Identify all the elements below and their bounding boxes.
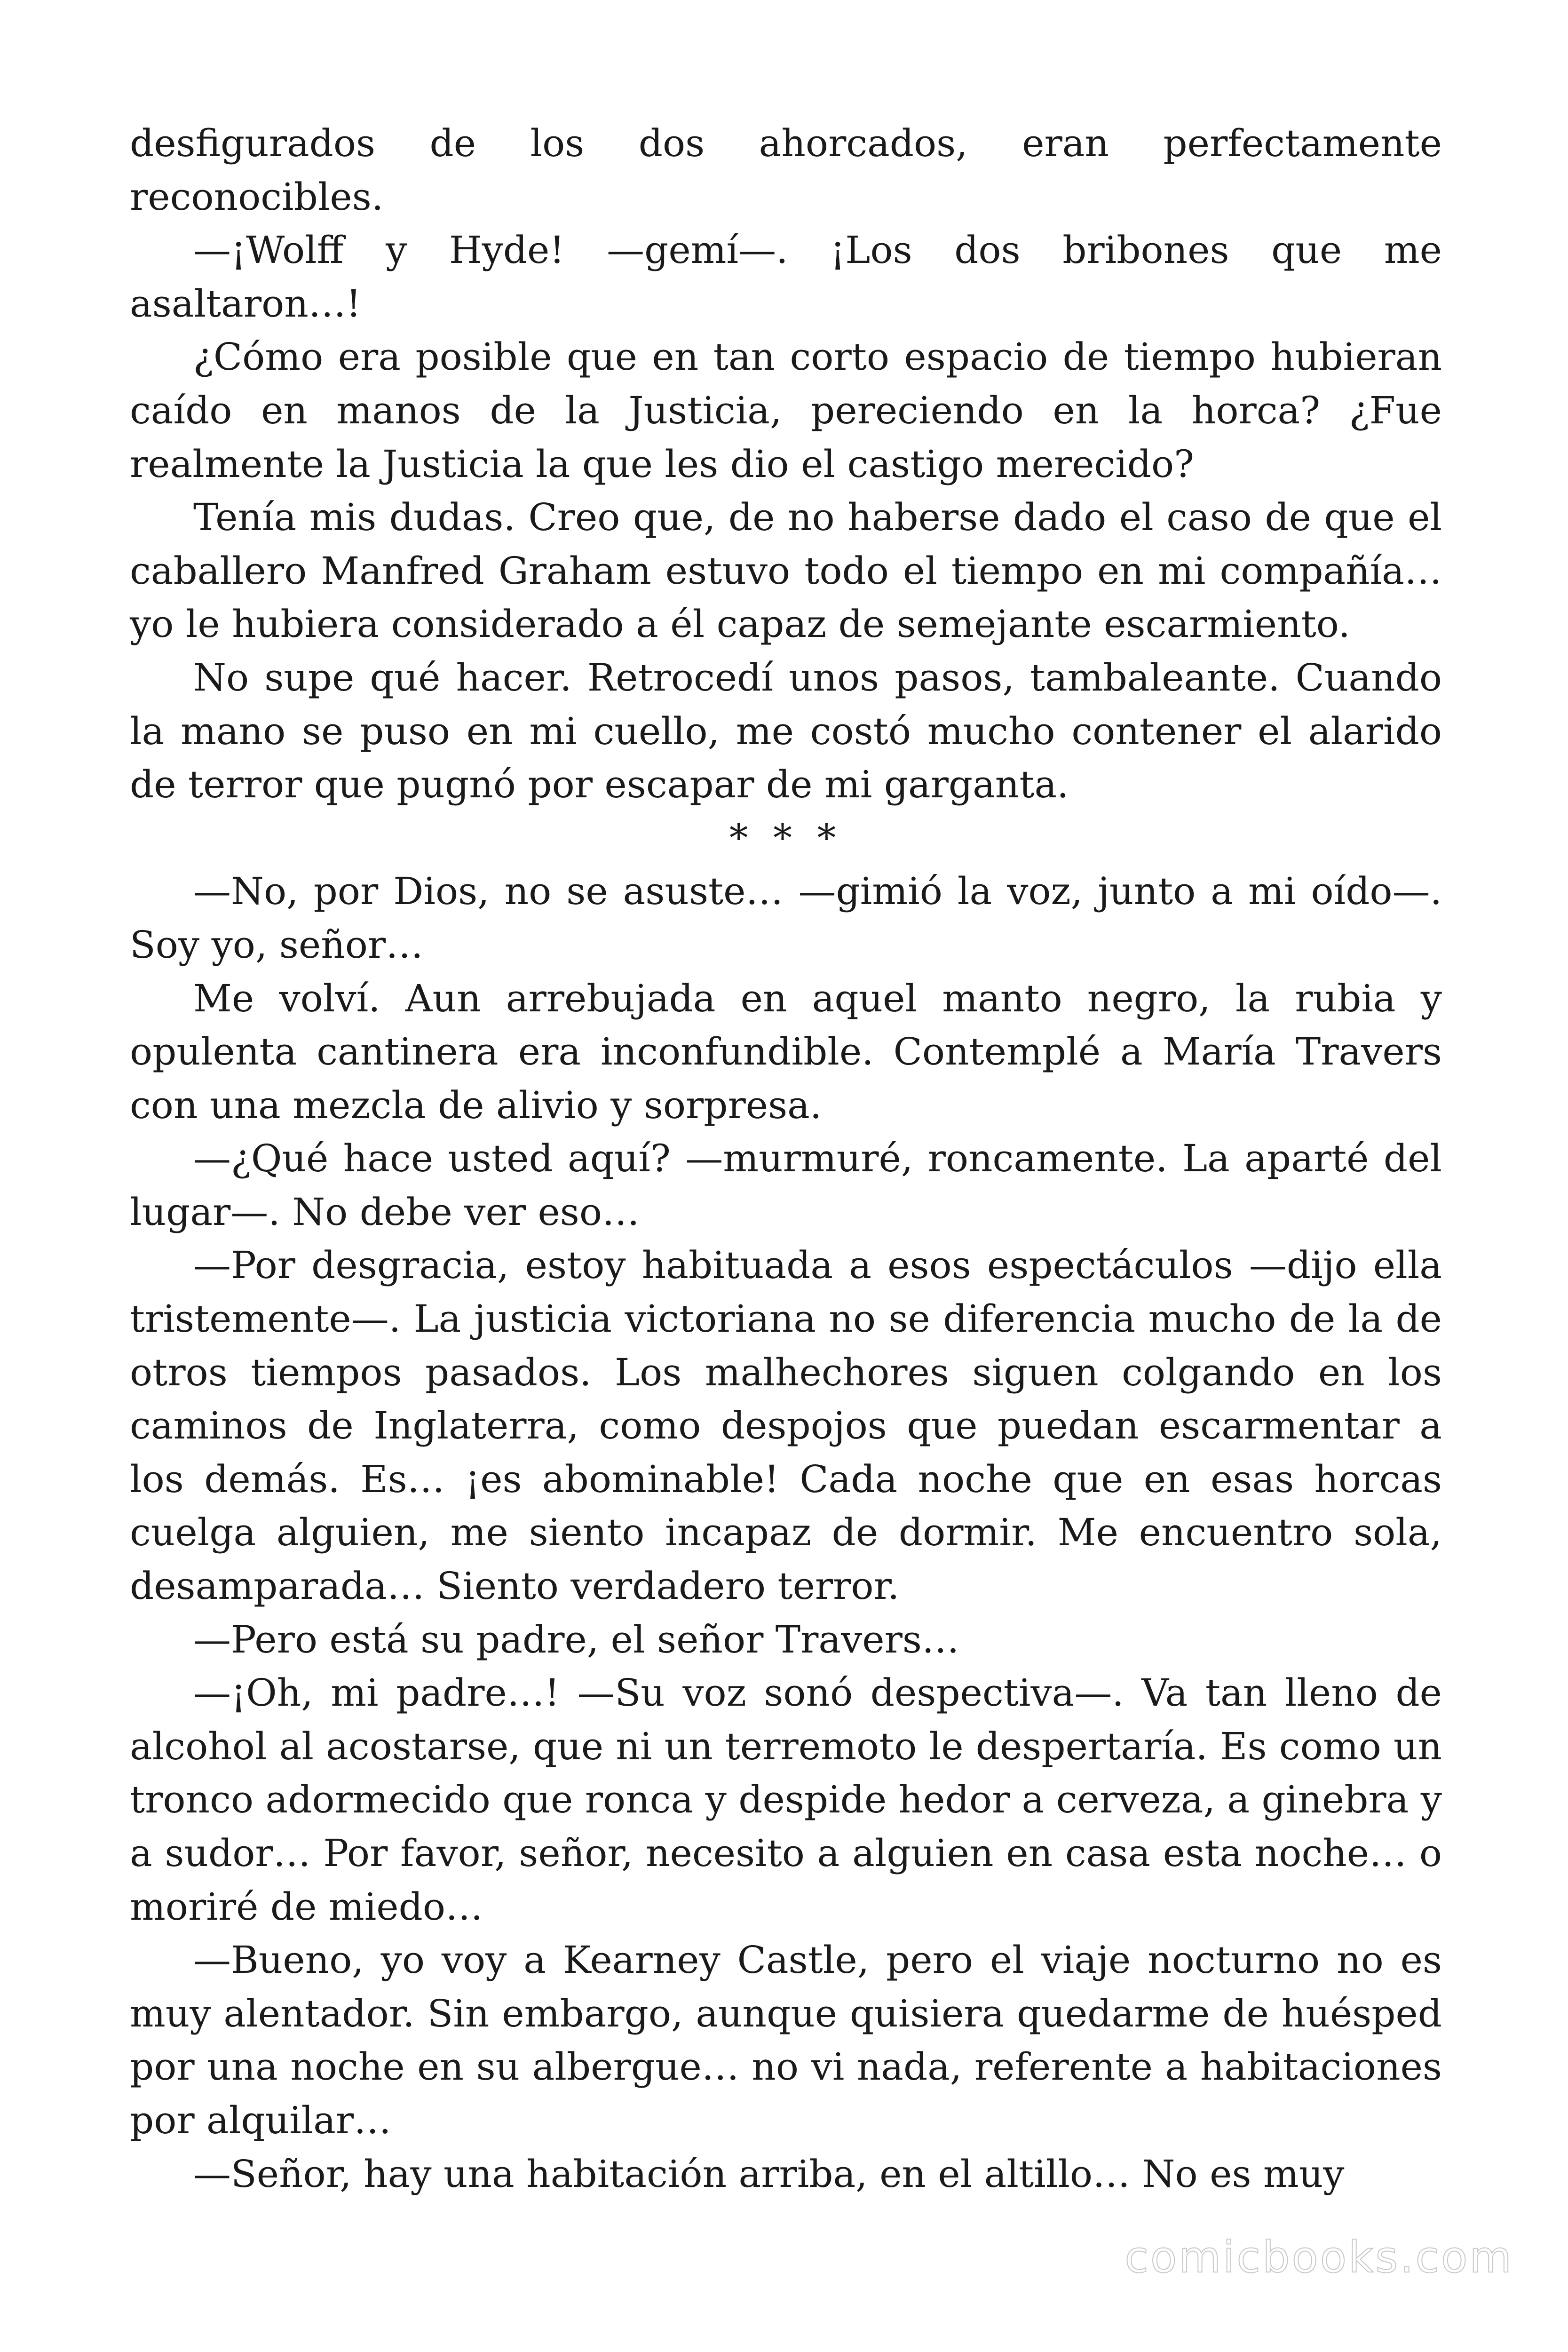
paragraph: —¡Wolff y Hyde! —gemí—. ¡Los dos bribones que me asaltaron…! — [130, 228, 1442, 326]
paragraph: desfigurados de los dos ahorcados, eran perfectamente reconocibles. — [130, 121, 1442, 219]
paragraph: —Señor, hay una habitación arriba, en el altillo… No es muy — [193, 2152, 1345, 2196]
paragraph: Tenía mis dudas. Creo que, de no haberse dado el caso de que el caballero Manfred Graham estuvo todo el tiempo en mi compañía… yo le hubiera considerado a él capaz de semejante escarmiento. — [130, 495, 1442, 646]
watermark: comicbooks.com — [1125, 2232, 1513, 2282]
scene-separator: * * * — [729, 816, 843, 860]
paragraph: —No, por Dios, no se asuste… —gimió la voz, junto a mi oído—. Soy yo, señor… — [130, 869, 1442, 967]
paragraph: —Bueno, yo voy a Kearney Castle, pero el viaje nocturno no es muy alentador. Sin embargo, aunque quisiera quedarme de huésped por una noche en su albergue… no vi nada, referente a habitaciones por alquilar… — [130, 1938, 1442, 2142]
paragraph: No supe qué hacer. Retrocedí unos pasos, tambaleante. Cuando la mano se puso en mi cuello, me costó mucho contener el alarido de terror que pugnó por escapar de mi garganta. — [130, 655, 1442, 807]
paragraph: —¿Qué hace usted aquí? —murmuré, roncamente. La aparté del lugar—. No debe ver eso… — [130, 1136, 1442, 1234]
paragraph: Me volví. Aun arrebujada en aquel manto negro, la rubia y opulenta cantinera era inconfundible. Contemplé a María Travers con una mezcla de alivio y sorpresa. — [130, 976, 1442, 1127]
paragraph: —Por desgracia, estoy habituada a esos espectáculos —dijo ella tristemente—. La justicia victoriana no se diferencia mucho de la de otros tiempos pasados. Los malhechores siguen colgando en los caminos de Inglaterra, como despojos que puedan escarmentar a los demás. Es… ¡es abominable! Cada noche que en esas horcas cuelga alguien, me siento incapaz de dormir. Me encuentro sola, desamparada… Siento verdadero terror. — [130, 1243, 1442, 1608]
paragraph: —Pero está su padre, el señor Travers… — [193, 1617, 959, 1661]
paragraph: ¿Cómo era posible que en tan corto espacio de tiempo hubieran caído en manos de la Justicia, pereciendo en la horca? ¿Fue realmente la Justicia la que les dio el castigo merecido? — [130, 335, 1442, 486]
body-text — [130, 117, 1442, 2201]
paragraph: —¡Oh, mi padre…! —Su voz sonó despectiva—. Va tan lleno de alcohol al acostarse, que ni un terremoto le despertaría. Es como un tronco adormecido que ronca y despide hedor a cerveza, a ginebra y a sudor… Por favor, señor, necesito a alguien en casa esta noche… o moriré de miedo… — [130, 1671, 1442, 1929]
